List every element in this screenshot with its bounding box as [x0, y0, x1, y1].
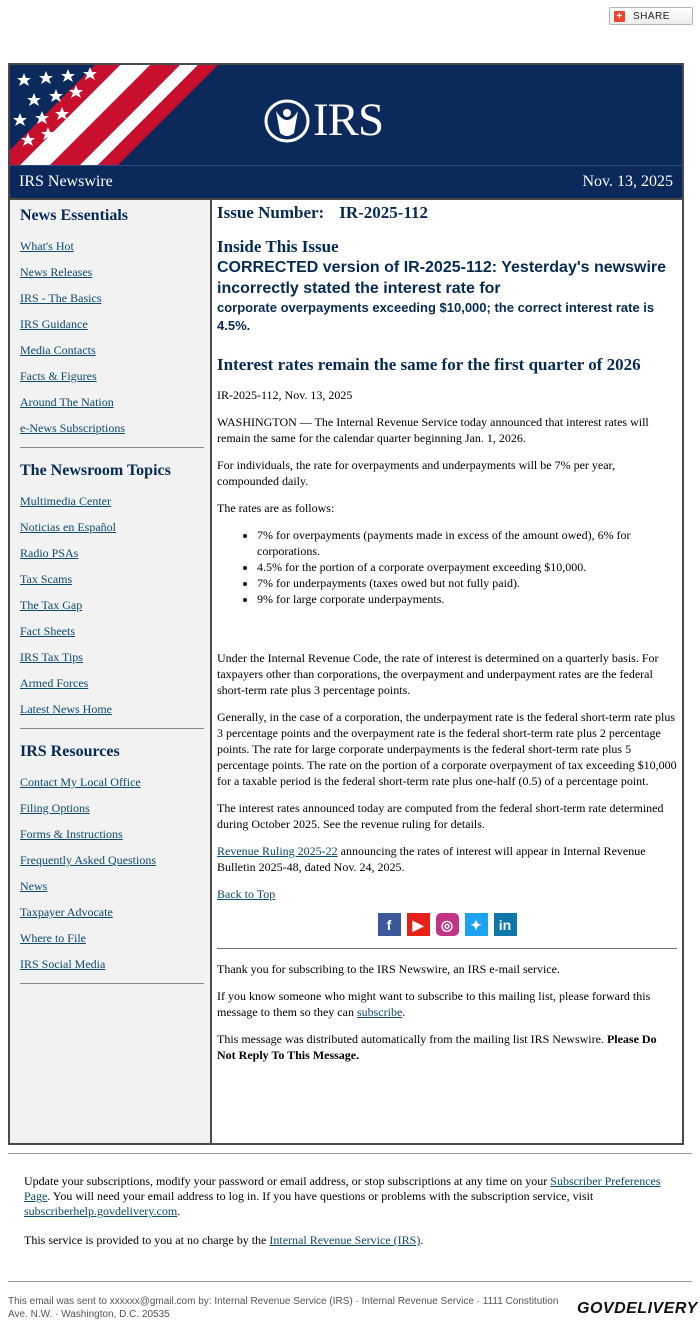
paragraph-computed: The interest rates announced today are computed from the federal short-term rate determined during October 2025. See the revenue ruling for details. — [217, 801, 664, 831]
sidebar-link-news[interactable]: News — [20, 879, 48, 893]
sidebar-link-tax-gap[interactable]: The Tax Gap — [20, 598, 83, 612]
sidebar-link-filing-options[interactable]: Filing Options — [20, 801, 90, 815]
inside-heading: Inside This Issue — [217, 237, 339, 256]
sidebar-heading-news-essentials: News Essentials — [20, 207, 129, 224]
service-post: . — [420, 1233, 424, 1247]
footer-divider — [8, 1153, 692, 1154]
share-label: SHARE — [633, 10, 670, 22]
sidebar-link-facts-figures[interactable]: Facts & Figures — [20, 369, 97, 383]
forward-pre: If you know someone who might want to subscribe to this mailing list, please forward this message to them so they can — [217, 989, 651, 1019]
update-pre: Update your subscriptions, modify your password or email address, or stop subscriptions at any time on your — [24, 1174, 551, 1188]
sidebar-link-irs-guidance[interactable]: IRS Guidance — [20, 317, 88, 331]
sidebar-link-around-nation[interactable]: Around The Nation — [20, 395, 114, 409]
sidebar-link-faq[interactable]: Frequently Asked Questions — [20, 853, 156, 867]
issue-number-row — [217, 205, 677, 221]
flag-stripes-icon — [10, 65, 225, 165]
auto-text — [217, 1031, 677, 1063]
service-text — [24, 1233, 674, 1248]
subscriber-preferences-link[interactable]: Subscriber Preferences Page — [24, 1174, 661, 1203]
dateline: IR-2025-112, Nov. 13, 2025 — [217, 388, 353, 402]
main-content — [212, 200, 682, 1143]
sidebar-link-radio-psas[interactable]: Radio PSAs — [20, 546, 79, 560]
list-item: • 7% for underpayments (taxes owed but not fully paid). — [257, 575, 677, 591]
paragraph-rates-intro: The rates are as follows: — [217, 501, 335, 515]
instagram-icon[interactable]: ◎ — [436, 913, 459, 936]
newsletter-frame — [8, 63, 684, 1145]
sidebar-link-enews-subscriptions[interactable]: e-News Subscriptions — [20, 421, 125, 435]
paragraph-individuals: For individuals, the rate for overpayments and underpayments will be 7% per year, compounded daily. — [217, 458, 616, 488]
correction-detail: corporate overpayments exceeding $10,000; the correct interest rate is 4.5%. — [217, 300, 655, 333]
sidebar-link-armed-forces[interactable]: Armed Forces — [20, 676, 89, 690]
sidebar-link-whats-hot[interactable]: What's Hot — [20, 239, 74, 253]
auto-pre: This message was distributed automatically from the mailing list IRS Newswire. — [217, 1032, 607, 1046]
social-links — [217, 913, 677, 936]
subscribe-link[interactable]: subscribe — [356, 1005, 403, 1019]
irs-logo — [264, 94, 384, 146]
list-item: • 7% for overpayments (payments made in excess of the amount owed), 6% for corporations. — [257, 527, 677, 559]
header-banner — [10, 65, 682, 165]
sidebar-link-taxpayer-advocate[interactable]: Taxpayer Advocate — [20, 905, 113, 919]
subscription-footer — [24, 1174, 674, 1262]
paragraph-intro: WASHINGTON — The Internal Revenue Service today announced that interest rates will remain the same for the calendar quarter beginning Jan. 1, 2026. — [217, 415, 649, 445]
issue-date: Nov. 13, 2025 — [582, 173, 673, 190]
ruling-text: announcing the rates of interest will appear in Internal Revenue Bulletin 2025-48, dated Nov. 24, 2025. — [217, 844, 646, 874]
forward-post: . — [402, 1005, 406, 1019]
rates-list — [217, 527, 677, 607]
sidebar-link-multimedia-center[interactable]: Multimedia Center — [20, 494, 111, 508]
subscriber-help-link[interactable]: subscriberhelp.govdelivery.com — [24, 1204, 178, 1218]
govdelivery-logo[interactable]: GOVDELIVERY — [577, 1300, 698, 1317]
paragraph-code: Under the Internal Revenue Code, the rate of interest is determined on a quarterly basis. For taxpayers other than corporations, the overpayment and underpayment rates are the federal short-term rate plus 3 percentage points. — [217, 651, 659, 697]
sidebar-link-fact-sheets[interactable]: Fact Sheets — [20, 624, 75, 638]
sent-to-text: This email was sent to xxxxxx@gmail.com by: Internal Revenue Service (IRS) · Internal Revenue Service · 1111 Constitution Ave. N.W. · Washington, D.C. 20535 — [8, 1296, 559, 1320]
irs-link[interactable]: Internal Revenue Service (IRS) — [269, 1233, 421, 1247]
sidebar — [10, 200, 212, 1143]
sidebar-link-social-media[interactable]: IRS Social Media — [20, 957, 106, 971]
sidebar-link-latest-news[interactable]: Latest News Home — [20, 702, 112, 716]
article-headline: Interest rates remain the same for the first quarter of 2026 — [217, 355, 641, 374]
update-mid: . You will need your email address to log in. If you have questions or problems with the subscription service, visit — [47, 1189, 594, 1203]
sidebar-divider — [20, 983, 204, 984]
sidebar-link-noticias[interactable]: Noticias en Español — [20, 520, 116, 534]
no-reply-notice: Please Do Not Reply To This Message. — [217, 1032, 657, 1062]
sidebar-heading-irs-resources: IRS Resources — [20, 743, 120, 760]
sidebar-link-where-to-file[interactable]: Where to File — [20, 931, 86, 945]
paragraph-ruling — [217, 843, 677, 875]
sidebar-link-media-contacts[interactable]: Media Contacts — [20, 343, 96, 357]
youtube-icon[interactable]: ▶ — [407, 913, 430, 936]
paragraph-corporation: Generally, in the case of a corporation, the underpayment rate is the federal short-term rate plus 3 percentage points and the overpayment rate is the federal short-term rate plus 2 percentage points. The rate for large corporate underpayments is the federal short-term rate plus 5 percentage points. The rate on the portion of a corporate overpayment of tax exceeding $10,000 for a taxable period is the federal short-term rate plus one-half (0.5) of a percentage point. — [217, 710, 677, 788]
revenue-ruling-link[interactable]: Revenue Ruling 2025-22 — [217, 844, 338, 858]
thanks-text: Thank you for subscribing to the IRS Newswire, an IRS e-mail service. — [217, 962, 560, 976]
sidebar-divider — [20, 728, 204, 729]
sidebar-link-local-office[interactable]: Contact My Local Office — [20, 775, 141, 789]
twitter-icon[interactable]: ✦ — [465, 913, 488, 936]
logo-text: IRS — [313, 94, 384, 146]
service-pre: This service is provided to you at no charge by the — [24, 1233, 270, 1247]
issue-label: Issue Number: — [217, 203, 325, 222]
update-text — [24, 1174, 674, 1219]
list-item: • 4.5% for the portion of a corporate overpayment exceeding $10,000. — [257, 559, 677, 575]
content-divider — [217, 948, 677, 949]
share-button[interactable] — [609, 7, 693, 25]
title-bar — [10, 165, 682, 200]
bottom-divider — [8, 1281, 692, 1282]
facebook-icon[interactable]: f — [378, 913, 401, 936]
update-post: . — [177, 1204, 181, 1218]
newswire-title: IRS Newswire — [19, 173, 113, 190]
sidebar-heading-newsroom-topics: The Newsroom Topics — [20, 462, 171, 479]
back-to-top-link[interactable]: Back to Top — [217, 887, 276, 901]
sidebar-link-irs-basics[interactable]: IRS - The Basics — [20, 291, 102, 305]
list-item: • 9% for large corporate underpayments. — [257, 591, 677, 607]
issue-number: IR-2025-112 — [339, 203, 428, 222]
sidebar-link-tax-tips[interactable]: IRS Tax Tips — [20, 650, 83, 664]
sidebar-link-news-releases[interactable]: News Releases — [20, 265, 93, 279]
back-to-top-row — [217, 886, 677, 902]
eagle-icon — [264, 99, 310, 143]
correction-notice: CORRECTED version of IR-2025-112: Yesterday's newswire incorrectly stated the interest rate for — [217, 259, 667, 297]
plus-icon: + — [614, 11, 625, 22]
linkedin-icon[interactable]: in — [494, 913, 517, 936]
forward-text — [217, 988, 677, 1020]
sidebar-divider — [20, 447, 204, 448]
sidebar-link-tax-scams[interactable]: Tax Scams — [20, 572, 73, 586]
sidebar-link-forms-instructions[interactable]: Forms & Instructions — [20, 827, 123, 841]
